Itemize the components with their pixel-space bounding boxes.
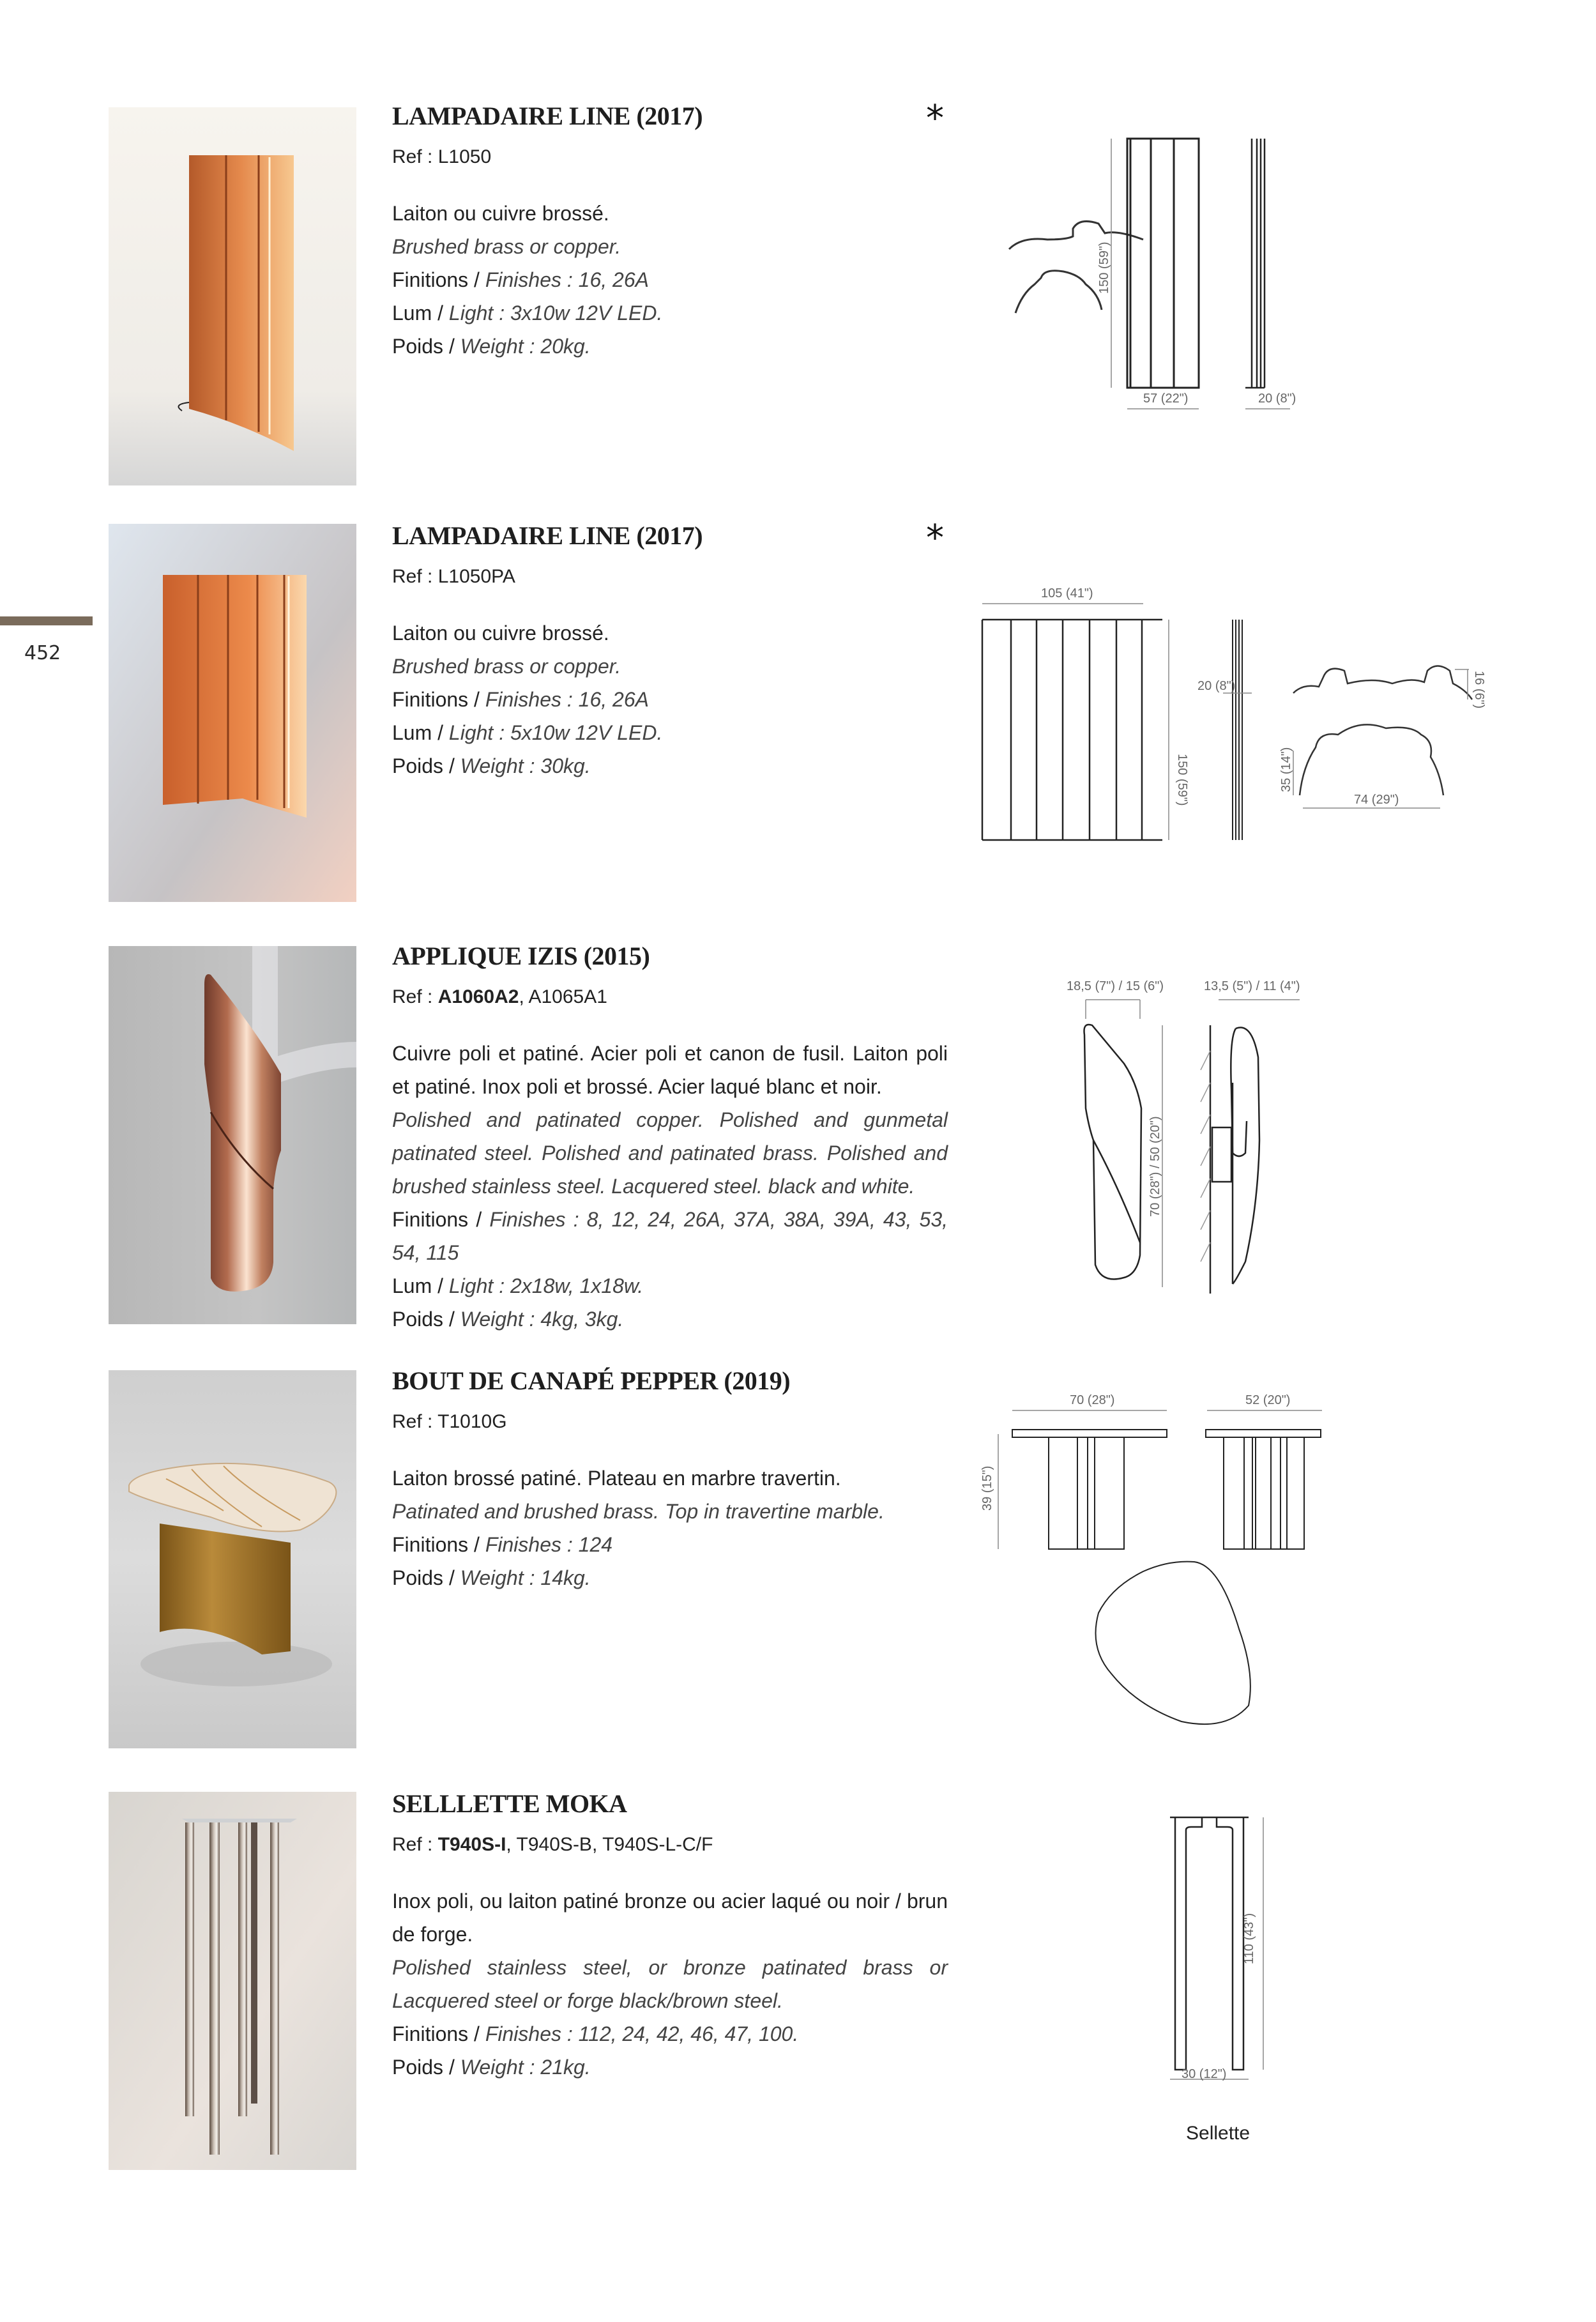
weight-line: [392, 1302, 948, 1336]
technical-drawing-sellette-moka: [1162, 1811, 1316, 2092]
ref-label: Ref :: [392, 146, 438, 167]
dimension-height: 150 (59"): [1097, 241, 1111, 294]
finishes-value: Finishes : 112, 24, 42, 46, 47, 100.: [485, 2022, 799, 2045]
dimension-height: 150 (59"): [1175, 754, 1189, 806]
description-en: Polished stainless steel, or bronze patinated brass or Lacquered steel or forge black/brown steel.: [392, 1956, 948, 2012]
ref-label: Ref :: [392, 1411, 438, 1432]
product-info-applique-izis: [392, 941, 948, 1336]
description-en: Patinated and brushed brass. Top in travertine marble.: [392, 1500, 885, 1523]
dimension-height: 110 (43"): [1242, 1913, 1256, 1964]
product-details: [392, 1462, 948, 1594]
dimension-plan-curve-depth: 35 (14"): [1279, 747, 1293, 792]
description-fr: Cuivre poli et patiné. Acier poli et canon de fusil. Laiton poli et patiné. Inox poli et brossé. Acier laqué blanc et noir.: [392, 1042, 948, 1098]
plan-view-sketches: [1293, 666, 1472, 796]
side-view: [1245, 139, 1265, 388]
ref-label: Ref :: [392, 1834, 438, 1855]
product-info-pepper-side-table: [392, 1366, 948, 1594]
ref-codes: , A1065A1: [519, 986, 607, 1007]
finishes-label: Finitions /: [392, 1533, 485, 1556]
product-ref: [392, 565, 948, 588]
weight-label: Poids /: [392, 1308, 460, 1331]
weight-label: Poids /: [392, 2056, 460, 2079]
finishes-label: Finitions /: [392, 2022, 485, 2045]
product-title: APPLIQUE IZIS (2015): [392, 942, 650, 970]
plan-view-sketch: [1009, 221, 1143, 313]
ref-codes: , T940S-B, T940S-L-C/F: [506, 1834, 713, 1855]
weight-value: Weight : 30kg.: [460, 754, 591, 777]
product-ref: [392, 1410, 948, 1433]
dimension-lines: [1111, 139, 1290, 409]
dimension-depth: 13,5 (5") / 11 (4"): [1204, 979, 1300, 993]
dimension-width: 57 (22"): [1143, 392, 1189, 406]
dimension-height: 39 (15"): [980, 1465, 994, 1511]
dimension-length: 70 (28"): [1070, 1393, 1115, 1407]
weight-line: [392, 749, 948, 783]
product-info-sellette-moka: [392, 1789, 948, 2084]
technical-drawing-pepper-side-table: [980, 1373, 1494, 1731]
front-view: [1170, 1817, 1249, 2070]
product-photo-applique-izis: [109, 946, 356, 1324]
finishes-line: [392, 1203, 948, 1269]
finishes-label: Finitions /: [392, 1208, 490, 1231]
front-view: [1127, 139, 1199, 388]
weight-value: Weight : 20kg.: [460, 335, 591, 358]
product-title: BOUT DE CANAPÉ PEPPER (2019): [392, 1366, 791, 1395]
technical-drawing-applique-izis: [1047, 961, 1494, 1306]
front-view: [982, 620, 1162, 840]
product-photo-lampadaire-line-l1050pa: [109, 524, 356, 902]
description-en: Polished and patinated copper. Polished and gunmetal patinated steel. Polished and patinated brass. Polished and brushed stainless steel. Lacquered steel. black and white.: [392, 1108, 948, 1198]
ref-codes: L1050: [437, 146, 492, 167]
side-view: [1210, 1025, 1259, 1294]
finishes-line: [392, 263, 948, 296]
dimension-lines: [998, 1410, 1322, 1549]
ref-codes: L1050PA: [437, 566, 515, 587]
ref-primary: A1060A2: [437, 986, 519, 1007]
finishes-line: [392, 2017, 948, 2051]
front-view: [1084, 1025, 1142, 1279]
finishes-line: [392, 683, 948, 716]
product-title: LAMPADAIRE LINE (2017): [392, 521, 703, 550]
dimension-width: 18,5 (7") / 15 (6"): [1067, 979, 1164, 993]
ref-label: Ref :: [392, 566, 438, 587]
technical-drawing-lampadaire-line-l1050: [984, 121, 1494, 479]
finishes-value: Finishes : 8, 12, 24, 26A, 37A, 38A, 39A, 43, 53, 54, 115: [392, 1208, 948, 1264]
light-line: [392, 716, 948, 749]
description-fr: Laiton brossé patiné. Plateau en marbre travertin.: [392, 1467, 841, 1490]
light-value: Light : 3x10w 12V LED.: [448, 302, 663, 325]
weight-line: [392, 330, 948, 363]
ref-label: Ref :: [392, 986, 438, 1007]
weight-value: Weight : 21kg.: [460, 2056, 591, 2079]
dimension-lines: [1086, 1000, 1300, 1287]
dimension-width: 52 (20"): [1245, 1393, 1291, 1407]
product-photo-sellette-moka: [109, 1792, 356, 2170]
finishes-label: Finitions /: [392, 688, 485, 711]
finishes-value: Finishes : 124: [485, 1533, 613, 1556]
front-view: [1012, 1430, 1167, 1549]
dimension-depth: 20 (8"): [1258, 392, 1296, 406]
weight-label: Poids /: [392, 754, 460, 777]
product-ref: [392, 986, 948, 1009]
side-view: [1206, 1430, 1321, 1549]
product-details: [392, 1037, 948, 1336]
light-label: Lum /: [392, 721, 449, 744]
drawing-caption: Sellette: [1186, 2123, 1250, 2144]
weight-value: Weight : 14kg.: [460, 1566, 591, 1589]
section-tab-marker: [0, 616, 93, 625]
product-title: LAMPADAIRE LINE (2017): [392, 102, 703, 130]
product-details: [392, 616, 948, 783]
weight-label: Poids /: [392, 335, 460, 358]
product-title: SELLLETTE MOKA: [392, 1789, 627, 1818]
light-label: Lum /: [392, 302, 449, 325]
product-info-lampadaire-line-l1050pa: [392, 517, 948, 783]
product-ref: [392, 146, 948, 169]
light-label: Lum /: [392, 1274, 449, 1297]
dimension-plan-depth: 16 (6"): [1472, 671, 1486, 709]
description-en: Brushed brass or copper.: [392, 235, 621, 258]
light-line: [392, 1269, 948, 1302]
product-photo-pepper-side-table: [109, 1370, 356, 1748]
top-view-outline: [1096, 1562, 1250, 1725]
asterisk-marker: *: [926, 517, 944, 559]
dimension-depth: 20 (8"): [1197, 679, 1236, 693]
page-number: 452: [24, 642, 61, 664]
dimension-plan-width: 74 (29"): [1354, 793, 1399, 807]
ref-codes: T1010G: [437, 1411, 507, 1432]
description-fr: Inox poli, ou laiton patiné bronze ou acier laqué ou noir / brun de forge.: [392, 1890, 948, 1946]
ref-primary: T940S-I: [437, 1834, 506, 1855]
weight-line: [392, 1561, 948, 1594]
side-view: [1233, 620, 1242, 840]
product-photo-lampadaire-line-l1050: [109, 107, 356, 485]
description-fr: Laiton ou cuivre brossé.: [392, 202, 609, 225]
light-line: [392, 296, 948, 330]
finishes-label: Finitions /: [392, 268, 485, 291]
wall-hatching: [1201, 1051, 1210, 1262]
weight-label: Poids /: [392, 1566, 460, 1589]
technical-drawing-lampadaire-line-l1050pa: [971, 575, 1486, 856]
weight-line: [392, 2051, 948, 2084]
finishes-value: Finishes : 16, 26A: [485, 268, 649, 291]
weight-value: Weight : 4kg, 3kg.: [460, 1308, 624, 1331]
asterisk-marker: *: [926, 98, 944, 139]
light-value: Light : 5x10w 12V LED.: [448, 721, 663, 744]
dimension-width: 30 (12"): [1182, 2067, 1227, 2081]
dimension-width: 105 (41"): [1041, 586, 1093, 600]
product-ref: [392, 1833, 948, 1856]
product-details: [392, 197, 948, 363]
light-value: Light : 2x18w, 1x18w.: [448, 1274, 644, 1297]
description-en: Brushed brass or copper.: [392, 655, 621, 678]
product-details: [392, 1884, 948, 2084]
finishes-line: [392, 1528, 948, 1561]
finishes-value: Finishes : 16, 26A: [485, 688, 649, 711]
product-info-lampadaire-line-l1050: [392, 98, 948, 363]
dimension-height: 70 (28") / 50 (20"): [1148, 1116, 1162, 1217]
description-fr: Laiton ou cuivre brossé.: [392, 622, 609, 645]
